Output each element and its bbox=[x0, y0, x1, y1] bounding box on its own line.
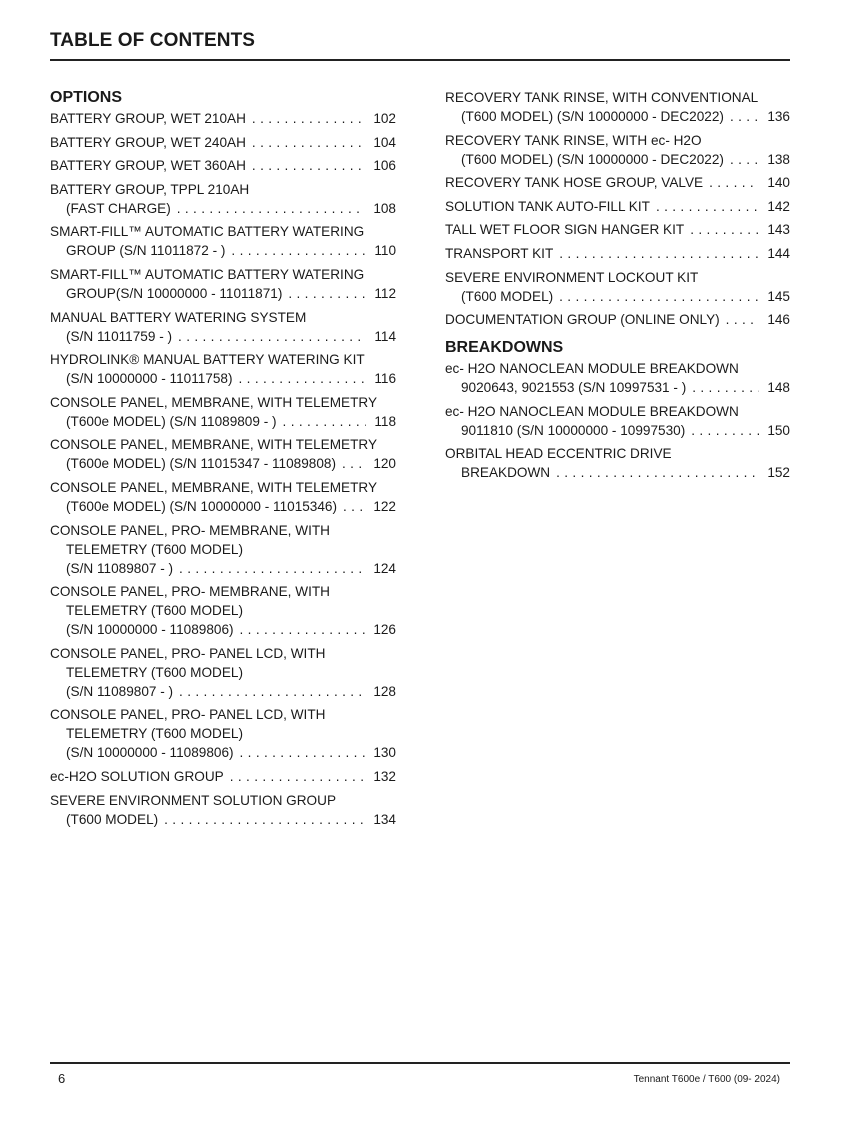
toc-entry[interactable] bbox=[50, 180, 396, 218]
toc-entry-title: CONSOLE PANEL, PRO- MEMBRANE, WITH bbox=[50, 522, 330, 538]
toc-entry[interactable] bbox=[445, 197, 790, 216]
toc-page-number: 112 bbox=[374, 285, 396, 301]
toc-entry[interactable] bbox=[445, 220, 790, 239]
dot-leader bbox=[240, 620, 366, 639]
toc-entry-title: TELEMETRY (T600 MODEL) bbox=[66, 726, 244, 742]
toc-entry-line bbox=[445, 463, 790, 482]
toc-entry[interactable] bbox=[445, 244, 790, 263]
toc-entry-line bbox=[50, 199, 396, 218]
toc-entry[interactable] bbox=[50, 350, 396, 388]
toc-page-number: 104 bbox=[373, 134, 396, 150]
toc-entry-line bbox=[50, 350, 396, 369]
toc-entry-line bbox=[445, 88, 790, 107]
toc-entry-title: TALL WET FLOOR SIGN HANGER KIT bbox=[445, 222, 685, 238]
toc-entry[interactable] bbox=[50, 644, 396, 701]
page-title: TABLE OF CONTENTS bbox=[50, 30, 256, 51]
toc-entry-title: TRANSPORT KIT bbox=[445, 245, 554, 261]
dot-leader bbox=[730, 150, 759, 169]
toc-entry[interactable] bbox=[445, 359, 790, 397]
toc-page-number: 150 bbox=[767, 422, 790, 438]
section-heading-options: OPTIONS bbox=[50, 89, 123, 106]
toc-entry-title: (T600e MODEL) (S/N 10000000 - 11015346) bbox=[66, 498, 338, 514]
toc-entry-line bbox=[445, 378, 790, 397]
toc-entry-title: MANUAL BATTERY WATERING SYSTEM bbox=[50, 309, 307, 325]
toc-entry-line bbox=[445, 402, 790, 421]
toc-entry-title: (S/N 11011759 - ) bbox=[66, 328, 173, 344]
toc-entry[interactable] bbox=[50, 308, 396, 346]
document-title: Tennant T600e / T600 (09- 2024) bbox=[633, 1074, 780, 1085]
dot-leader bbox=[726, 310, 760, 329]
toc-page-number: 143 bbox=[767, 222, 790, 238]
dot-leader bbox=[691, 421, 759, 440]
toc-entry-title: TELEMETRY (T600 MODEL) bbox=[66, 541, 244, 557]
toc-entry-title: TELEMETRY (T600 MODEL) bbox=[66, 664, 244, 680]
toc-entry-line bbox=[50, 412, 396, 431]
toc-entry-title: RECOVERY TANK RINSE, WITH CONVENTIONAL bbox=[445, 90, 759, 105]
toc-entry-title: DOCUMENTATION GROUP (ONLINE ONLY) bbox=[445, 312, 720, 328]
toc-entry-title: CONSOLE PANEL, MEMBRANE, WITH TELEMETRY bbox=[50, 479, 378, 495]
toc-right-column bbox=[445, 88, 790, 487]
toc-page-number: 140 bbox=[767, 175, 790, 191]
toc-entry[interactable] bbox=[50, 393, 396, 431]
dot-leader bbox=[177, 199, 366, 218]
toc-entry-line bbox=[445, 444, 790, 463]
toc-entry-title: (FAST CHARGE) bbox=[66, 200, 171, 216]
toc-entry[interactable] bbox=[50, 435, 396, 473]
toc-page-number: 152 bbox=[767, 465, 790, 481]
toc-page-number: 116 bbox=[374, 371, 396, 387]
toc-entry[interactable] bbox=[50, 705, 396, 762]
header-divider bbox=[50, 59, 790, 61]
dot-leader bbox=[178, 327, 366, 346]
toc-entry-line bbox=[50, 767, 396, 786]
toc-entry-line bbox=[50, 133, 396, 152]
toc-page-number: 145 bbox=[767, 288, 790, 304]
toc-page-number: 136 bbox=[767, 109, 790, 124]
toc-page-number: 126 bbox=[373, 622, 396, 638]
dot-leader bbox=[690, 220, 759, 239]
footer-divider bbox=[50, 1062, 790, 1064]
toc-entry-title: SOLUTION TANK AUTO-FILL KIT bbox=[445, 198, 650, 214]
dot-leader bbox=[164, 810, 365, 829]
toc-entry-title: SEVERE ENVIRONMENT LOCKOUT KIT bbox=[445, 269, 699, 285]
toc-page-number: 118 bbox=[374, 413, 396, 429]
toc-entry-title: RECOVERY TANK HOSE GROUP, VALVE bbox=[445, 175, 704, 191]
toc-entry-line bbox=[50, 601, 396, 620]
toc-entry-line bbox=[50, 156, 396, 175]
toc-entry-line bbox=[50, 682, 396, 701]
toc-entry-line bbox=[445, 244, 790, 263]
toc-entry-title: 9011810 (S/N 10000000 - 10997530) bbox=[461, 422, 686, 438]
toc-entry-line bbox=[50, 265, 396, 284]
toc-page-number: 134 bbox=[373, 811, 396, 827]
toc-entry[interactable] bbox=[445, 402, 790, 440]
toc-entry-line bbox=[50, 663, 396, 682]
dot-leader bbox=[240, 743, 366, 762]
toc-entry-title: (T600 MODEL) bbox=[66, 811, 159, 827]
toc-entry[interactable] bbox=[50, 767, 396, 786]
toc-left-column bbox=[50, 88, 396, 833]
dot-leader bbox=[692, 378, 759, 397]
toc-entry-line bbox=[50, 180, 396, 199]
dot-leader bbox=[288, 284, 366, 303]
toc-page-number: 132 bbox=[373, 768, 396, 784]
toc-page-number: 114 bbox=[374, 328, 396, 344]
toc-entry-title: (T600 MODEL) (S/N 10000000 - DEC2022) bbox=[461, 109, 724, 124]
toc-entry-title: BATTERY GROUP, WET 240AH bbox=[50, 134, 246, 150]
toc-entry-line bbox=[50, 284, 396, 303]
toc-entry-line bbox=[50, 454, 396, 473]
toc-entry-title: CONSOLE PANEL, MEMBRANE, WITH TELEMETRY bbox=[50, 437, 378, 453]
toc-entry[interactable] bbox=[50, 478, 396, 516]
toc-entry-title: (T600 MODEL) (S/N 10000000 - DEC2022) bbox=[461, 151, 724, 167]
toc-entry-line bbox=[445, 173, 790, 192]
toc-entry-title: (T600 MODEL) bbox=[461, 288, 554, 304]
dot-leader bbox=[179, 559, 365, 578]
toc-entry-line bbox=[445, 150, 790, 169]
toc-entry-line bbox=[445, 131, 790, 150]
toc-entry[interactable] bbox=[50, 521, 396, 578]
toc-entry[interactable] bbox=[445, 131, 790, 169]
toc-entry-line bbox=[50, 109, 396, 128]
toc-entry-line bbox=[445, 220, 790, 239]
toc-entry-line bbox=[50, 620, 396, 639]
page-number: 6 bbox=[58, 1071, 66, 1086]
toc-entry-line bbox=[50, 241, 396, 260]
toc-entry[interactable] bbox=[50, 791, 396, 829]
toc-entry-title: ec- H2O NANOCLEAN MODULE BREAKDOWN bbox=[445, 403, 739, 419]
toc-entry-title: CONSOLE PANEL, MEMBRANE, WITH TELEMETRY bbox=[50, 394, 378, 410]
toc-entry-line bbox=[50, 724, 396, 743]
toc-entry-title: ORBITAL HEAD ECCENTRIC DRIVE bbox=[445, 446, 672, 462]
dot-leader bbox=[709, 173, 759, 192]
toc-page-number: 106 bbox=[373, 158, 396, 174]
toc-entry[interactable] bbox=[445, 268, 790, 306]
toc-entry-line bbox=[50, 435, 396, 454]
toc-entry-line bbox=[50, 222, 396, 241]
toc-entry-line bbox=[445, 197, 790, 216]
toc-entry-title: (S/N 11089807 - ) bbox=[66, 560, 174, 576]
toc-entry-title: SMART-FILL™ AUTOMATIC BATTERY WATERING bbox=[50, 266, 365, 282]
toc-entry-title: BREAKDOWN bbox=[461, 465, 551, 481]
toc-entry-line bbox=[50, 393, 396, 412]
dot-leader bbox=[559, 287, 759, 306]
toc-entry[interactable] bbox=[445, 310, 790, 329]
toc-entry-title: CONSOLE PANEL, PRO- PANEL LCD, WITH bbox=[50, 707, 326, 723]
toc-page-number: 108 bbox=[373, 200, 396, 216]
toc-entry-line bbox=[50, 559, 396, 578]
toc-entry-title: ec- H2O NANOCLEAN MODULE BREAKDOWN bbox=[445, 361, 739, 377]
toc-entry-title: (S/N 10000000 - 11089806) bbox=[66, 622, 234, 638]
dot-leader bbox=[730, 107, 759, 126]
toc-entry-title: (S/N 10000000 - 11011758) bbox=[66, 371, 233, 387]
dot-leader bbox=[559, 244, 759, 263]
toc-entry-line bbox=[445, 107, 790, 126]
toc-entry-title: CONSOLE PANEL, PRO- MEMBRANE, WITH bbox=[50, 584, 330, 600]
toc-entry[interactable] bbox=[50, 582, 396, 639]
toc-entry-line bbox=[50, 497, 396, 516]
toc-entry-title: BATTERY GROUP, TPPL 210AH bbox=[50, 181, 250, 197]
toc-page-number: 142 bbox=[767, 198, 790, 214]
toc-entry-title: BATTERY GROUP, WET 360AH bbox=[50, 158, 246, 174]
toc-entry-title: HYDROLINK® MANUAL BATTERY WATERING KIT bbox=[50, 352, 365, 368]
dot-leader bbox=[179, 682, 365, 701]
toc-entry-title: SMART-FILL™ AUTOMATIC BATTERY WATERING bbox=[50, 224, 365, 240]
dot-leader bbox=[230, 767, 366, 786]
toc-entry-title: GROUP (S/N 11011872 - ) bbox=[66, 243, 226, 259]
dot-leader bbox=[239, 369, 367, 388]
dot-leader bbox=[283, 412, 367, 431]
toc-page-number: 138 bbox=[767, 151, 790, 167]
toc-entry[interactable] bbox=[445, 444, 790, 482]
toc-entry-line bbox=[445, 287, 790, 306]
toc-page-number: 146 bbox=[767, 312, 790, 328]
section-heading-breakdowns: BREAKDOWNS bbox=[445, 339, 564, 357]
toc-entry-title: TELEMETRY (T600 MODEL) bbox=[66, 603, 244, 619]
toc-entry-line bbox=[50, 369, 396, 388]
toc-entry-title: RECOVERY TANK RINSE, WITH ec- H2O bbox=[445, 132, 702, 148]
toc-entry-line bbox=[50, 521, 396, 540]
toc-entry[interactable] bbox=[445, 88, 790, 126]
dot-leader bbox=[252, 109, 365, 128]
toc-entry-line bbox=[50, 644, 396, 663]
toc-page-number: 102 bbox=[373, 111, 396, 126]
toc-page-number: 144 bbox=[767, 245, 790, 261]
toc-entry[interactable] bbox=[445, 173, 790, 192]
dot-leader bbox=[231, 241, 366, 260]
toc-entry-line bbox=[50, 705, 396, 724]
toc-entry-line bbox=[50, 791, 396, 810]
toc-entry[interactable] bbox=[50, 222, 396, 260]
toc-entry-line bbox=[50, 327, 396, 346]
dot-leader bbox=[252, 133, 365, 152]
toc-entry-line bbox=[50, 478, 396, 497]
dot-leader bbox=[342, 454, 365, 473]
toc-entry-line bbox=[445, 268, 790, 287]
toc-page-number: 124 bbox=[373, 560, 396, 576]
toc-entry-title: GROUP(S/N 10000000 - 11011871) bbox=[66, 285, 283, 301]
toc-entry-line bbox=[50, 743, 396, 762]
toc-entry-title: CONSOLE PANEL, PRO- PANEL LCD, WITH bbox=[50, 645, 326, 661]
toc-page-number: 110 bbox=[374, 243, 396, 259]
toc-entry-line bbox=[50, 540, 396, 559]
toc-entry[interactable] bbox=[50, 133, 396, 152]
toc-entry-title: (T600e MODEL) (S/N 11089809 - ) bbox=[66, 413, 277, 429]
toc-page-number: 122 bbox=[373, 498, 396, 514]
toc-entry-title: (S/N 11089807 - ) bbox=[66, 683, 174, 699]
toc-entry-title: ec-H2O SOLUTION GROUP bbox=[50, 768, 224, 784]
toc-page-number: 130 bbox=[373, 745, 396, 761]
toc-entry-line bbox=[445, 310, 790, 329]
toc-entry[interactable] bbox=[50, 265, 396, 303]
toc-page-number: 128 bbox=[373, 683, 396, 699]
toc-page-number: 120 bbox=[373, 456, 396, 472]
toc-entry-line bbox=[50, 810, 396, 829]
toc-entry-title: (T600e MODEL) (S/N 11015347 - 11089808) bbox=[66, 456, 337, 472]
toc-entry-title: (S/N 10000000 - 11089806) bbox=[66, 745, 234, 761]
toc-entry-line bbox=[445, 359, 790, 378]
dot-leader bbox=[343, 497, 365, 516]
toc-entry-line bbox=[50, 582, 396, 601]
toc-entry-title: BATTERY GROUP, WET 210AH bbox=[50, 111, 246, 126]
toc-entry-title: 9020643, 9021553 (S/N 10997531 - ) bbox=[461, 380, 687, 396]
dot-leader bbox=[252, 156, 365, 175]
toc-entry[interactable] bbox=[50, 109, 396, 128]
dot-leader bbox=[556, 463, 759, 482]
dot-leader bbox=[656, 197, 759, 216]
toc-page-number: 148 bbox=[767, 380, 790, 396]
toc-entry-line bbox=[445, 421, 790, 440]
toc-entry[interactable] bbox=[50, 156, 396, 175]
toc-entry-title: SEVERE ENVIRONMENT SOLUTION GROUP bbox=[50, 792, 337, 808]
toc-entry-line bbox=[50, 308, 396, 327]
